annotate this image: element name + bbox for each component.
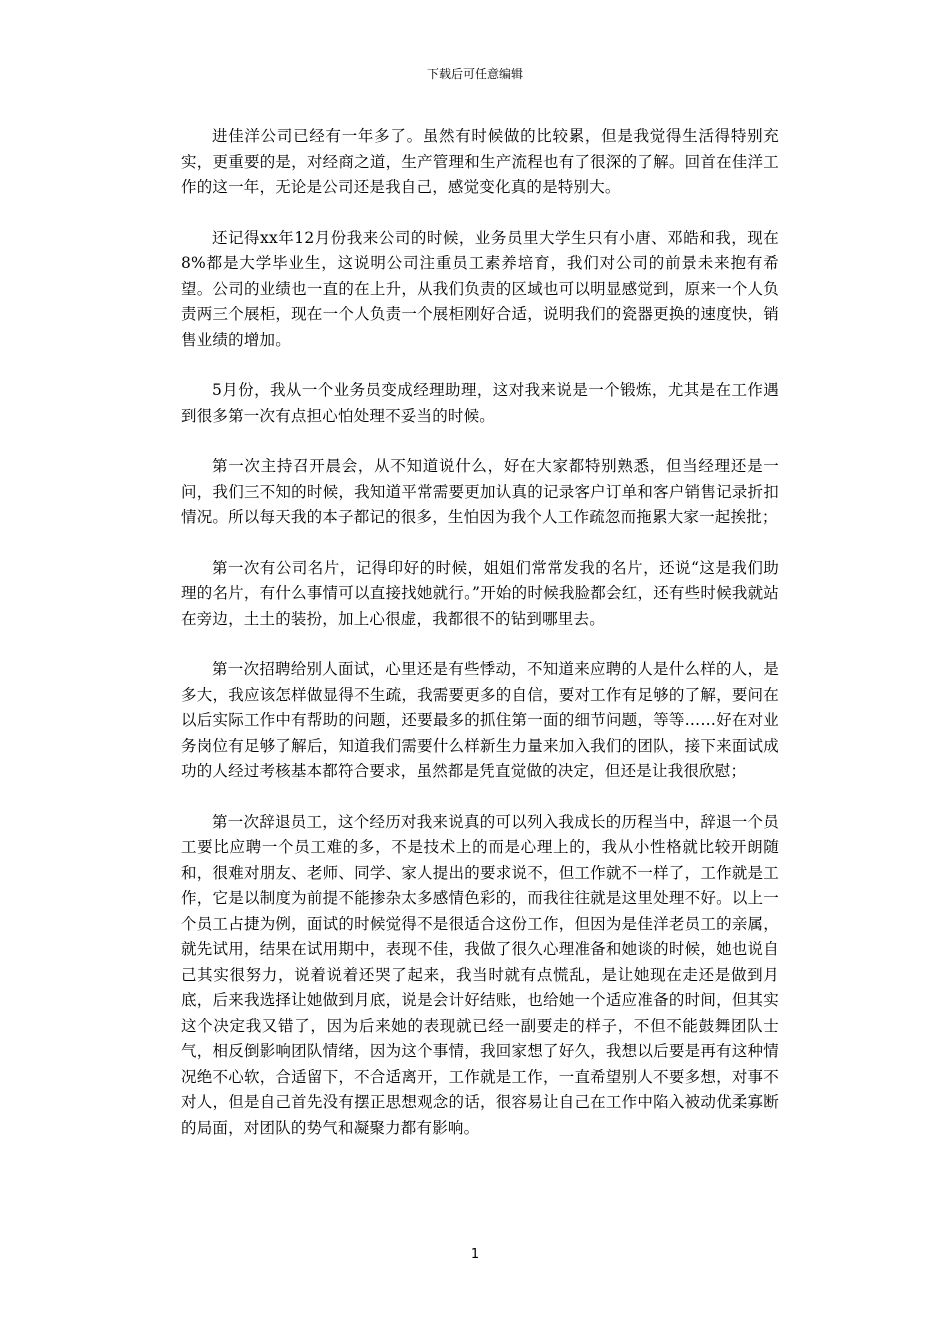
paragraph-5: 第一次有公司名片，记得印好的时候，姐姐们常常发我的名片，还说“这是我们助理的名片，有什么事情可以直接找她就行。”开始的时候我脸都会红，还有些时候我就站在旁边，土土的装扮，加上心很虚，我都很不的钻到哪里去。 — [181, 558, 779, 628]
document-body — [181, 124, 779, 1166]
paragraph-1: 进佳洋公司已经有一年多了。虽然有时候做的比较累，但是我觉得生活得特别充实，更重要的是，对经商之道，生产管理和生产流程也有了很深的了解。回首在佳洋工作的这一年，无论是公司还是我自己，感觉变化真的是特别大。 — [181, 127, 779, 196]
paragraph-6: 第一次招聘给别人面试，心里还是有些悸动，不知道来应聘的人是什么样的人，是多大，我应该怎样做显得不生疏，我需要更多的自信，要对工作有足够的了解，要问在以后实际工作中有帮助的问题，还要最多的抓住第一面的细节问题，等等……好在对业务岗位有足够了解后，知道我们需要什么样新生力量来加入我们的团队，接下来面试成功的人经过考核基本都符合要求，虽然都是凭直觉做的决定，但还是让我很欣慰； — [181, 660, 779, 780]
page-header: 下载后可任意编辑 — [426, 67, 523, 81]
paragraph-4: 第一次主持召开晨会，从不知道说什么，好在大家都特别熟悉，但当经理还是一问，我们三不知的时候，我知道平常需要更加认真的记录客户订单和客户销售记录折扣情况。所以每天我的本子都记的很多，生怕因为我个人工作疏忽而拖累大家一起挨批； — [181, 457, 779, 526]
paragraph-2: 还记得xx年12月份我来公司的时候，业务员里大学生只有小唐、邓皓和我，现在8%都是大学毕业生，这说明公司注重员工素养培育，我们对公司的前景未来抱有希望。公司的业绩也一直的在上升，从我们负责的区域也可以明显感觉到，原来一个人负责两三个展柜，现在一个人负责一个展柜刚好合适，说明我们的瓷器更换的速度快，销售业绩的增加。 — [181, 228, 779, 349]
paragraph-7: 第一次辞退员工，这个经历对我来说真的可以列入我成长的历程当中，辞退一个员工要比应聘一个员工难的多，不是技术上的而是心理上的，我从小性格就比较开朗随和，很难对朋友、老师、同学、家人提出的要求说不，但工作就不一样了，工作就是工作，它是以制度为前提不能掺杂太多感情色彩的，而我往往就是这里处理不好。以上一个员工占捷为例，面试的时候觉得不是很适合这份工作，但因为是佳洋老员工的亲属，就先试用，结果在试用期中，表现不佳，我做了很久心理准备和她谈的时候，她也说自己其实很努力，说着说着还哭了起来，我当时就有点慌乱，是让她现在走还是做到月底，后来我选择让她做到月底，说是会计好结账，也给她一个适应准备的时间，但其实这个决定我又错了，因为后来她的表现就已经一副要走的样子，不但不能鼓舞团队士气，相反倒影响团队情绪，因为这个事情，我回家想了好久，我想以后要是再有这种情况绝不心软，合适留下，不合适离开，工作就是工作，一直希望别人不要多想，对事不对人，但是自己首先没有摆正思想观念的话，很容易让自己在工作中陷入被动优柔寡断的局面，对团队的势气和凝聚力都有影响。 — [181, 812, 779, 1137]
page-number: 1 — [470, 1247, 480, 1262]
paragraph-3: 5月份，我从一个业务员变成经理助理，这对我来说是一个锻炼，尤其是在工作遇到很多第一次有点担心怕处理不妥当的时候。 — [181, 381, 779, 425]
